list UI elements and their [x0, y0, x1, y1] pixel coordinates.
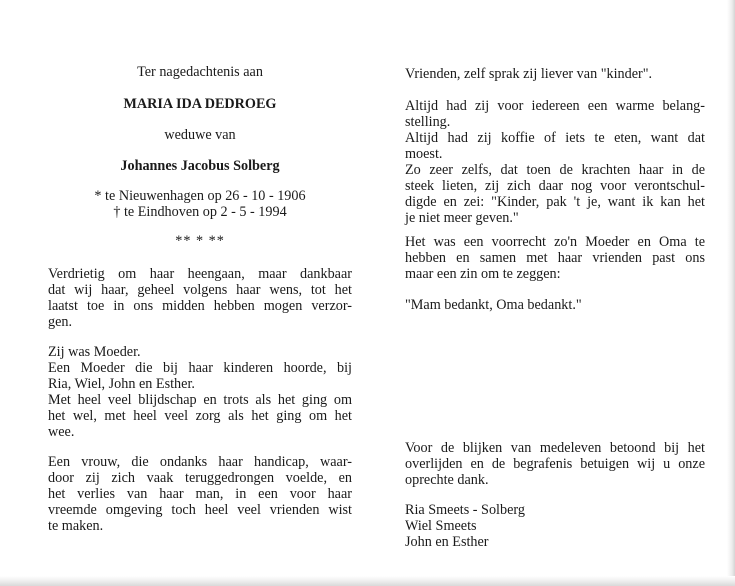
left-para3-line: het verlies van haar man, in een voor haar [48, 486, 352, 502]
left-para1-line: Verdrietig om haar heengaan, maar dankbaar [48, 266, 352, 282]
right-para2-line: moest. [405, 146, 443, 162]
left-para1-line: laatst toe in ons midden hebben mogen verzor- [48, 298, 352, 314]
right-para3-line: Het was een voorrecht zo'n Moeder en Oma te [405, 234, 705, 250]
left-para1-line: gen. [48, 314, 73, 330]
scan-edge-right [727, 0, 735, 586]
left-para2-line: Ria, Wiel, John en Esther. [48, 376, 195, 392]
right-para2-line: Altijd had zij voor iedereen een warme belang- [405, 98, 705, 114]
closing-quote: "Mam bedankt, Oma bedankt." [405, 297, 582, 313]
left-para2-line: wee. [48, 424, 75, 440]
stars-divider: ** * ** [175, 233, 225, 249]
right-para2-line: steek lieten, zij zich daar nog voor verontschul- [405, 178, 705, 194]
left-para3-line: door zij zich vaak teruggedrongen voelde, en [48, 470, 352, 486]
left-para3-line: Een vrouw, die ondanks haar handicap, waar- [48, 454, 352, 470]
right-para2-line: Altijd had zij koffie of iets te eten, want dat [405, 130, 705, 146]
thanks-line: oprechte dank. [405, 472, 489, 488]
right-para1-line: Vrienden, zelf sprak zij liever van "kinder". [405, 66, 653, 82]
scan-edge-bottom [0, 576, 735, 586]
left-para3-line: vreemde omgeving toch heel veel vrienden wist [48, 502, 352, 518]
thanks-line: overlijden en de begrafenis betuigen wij u onze [405, 456, 705, 472]
right-para2-line: digde en zei: "Kinder, pak 't je, want ik kan het [405, 194, 705, 210]
left-para2-line: Met heel veel blijdschap en trots als het ging om [48, 392, 352, 408]
right-para2-line: stelling. [405, 114, 451, 130]
intro-text: Ter nagedachtenis aan [137, 64, 263, 80]
husband-name: Johannes Jacobus Solberg [120, 158, 280, 174]
deceased-name: MARIA IDA DEDROEG [123, 96, 277, 112]
right-para3-line: maar een zin om te zeggen: [405, 266, 561, 282]
signature-line: Wiel Smeets [405, 518, 477, 534]
birth-line: * te Nieuwenhagen op 26 - 10 - 1906 [94, 188, 306, 204]
signature-line: John en Esther [405, 534, 489, 550]
right-para3-line: hebben en samen met haar vrienden past ons [405, 250, 705, 266]
right-para2-line: je niet meer geven." [405, 210, 519, 226]
left-para2-line: Zij was Moeder. [48, 344, 141, 360]
left-para1-line: dat wij haar, geheel volgens haar wens, tot het [48, 282, 352, 298]
left-para2-line: het wel, met heel veel zorg als het ging om het [48, 408, 352, 424]
widow-of-text: weduwe van [164, 127, 236, 143]
death-line: † te Eindhoven op 2 - 5 - 1994 [113, 204, 287, 220]
right-para2-line: Zo zeer zelfs, dat toen de krachten haar in de [405, 162, 705, 178]
left-para2-line: Een Moeder die bij haar kinderen hoorde, bij [48, 360, 352, 376]
left-para3-line: te maken. [48, 518, 104, 534]
signature-line: Ria Smeets - Solberg [405, 502, 525, 518]
thanks-line: Voor de blijken van medeleven betoond bij het [405, 440, 705, 456]
